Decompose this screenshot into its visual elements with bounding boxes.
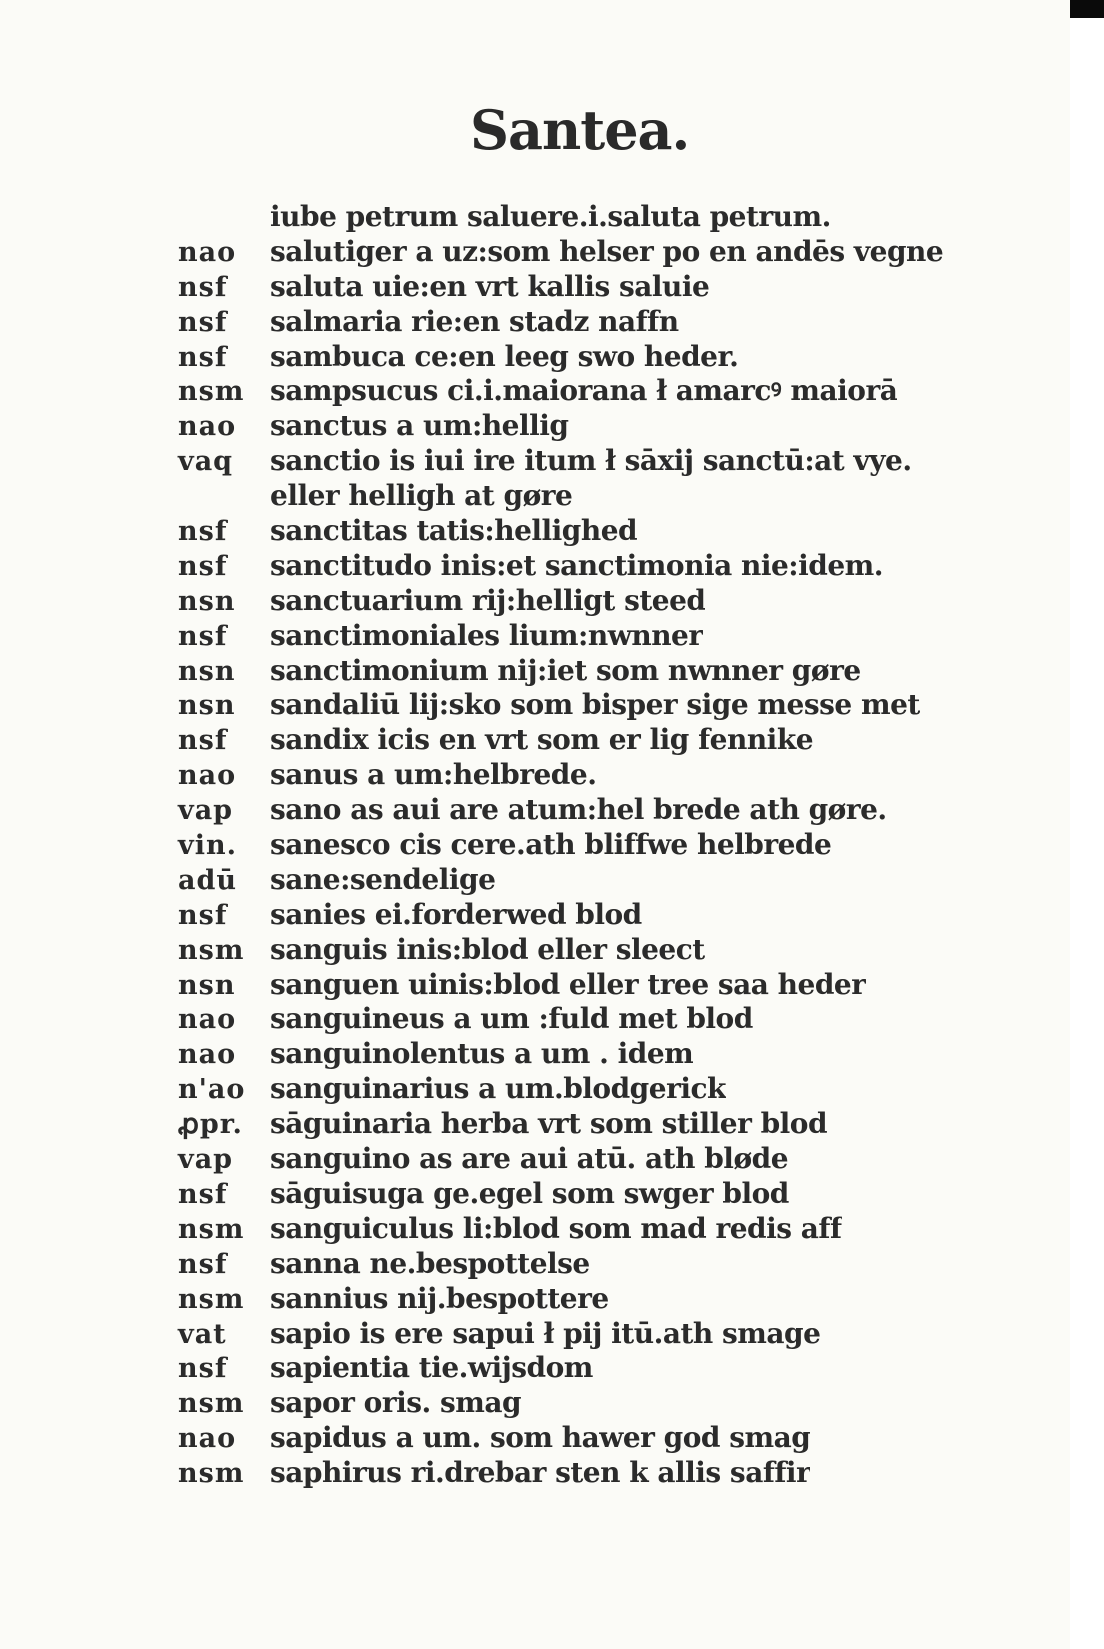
entry-text: sanguis inis:blod eller sleect xyxy=(270,932,705,966)
entry-text: sane:sendelige xyxy=(270,862,496,896)
grammar-code: nsm xyxy=(178,1458,245,1490)
entry-text: sanies ei.forderwed blod xyxy=(270,897,642,931)
grammar-code: vin. xyxy=(178,830,237,862)
dictionary-entry xyxy=(178,758,998,793)
dictionary-entry xyxy=(178,235,998,270)
dictionary-entry xyxy=(178,1177,998,1212)
grammar-code: nsf xyxy=(178,271,228,303)
dictionary-entry xyxy=(178,1351,998,1386)
entry-text: sanguineus a um :fuld met blod xyxy=(270,1002,753,1036)
entry-text: sanctus a um:hellig xyxy=(270,409,569,443)
dictionary-entry xyxy=(178,409,998,444)
entry-text: sannius nij.bespottere xyxy=(270,1281,609,1315)
entry-text: sapientia tie.wijsdom xyxy=(270,1351,593,1385)
grammar-code: nsf xyxy=(178,1353,228,1385)
entry-text: sanguiculus li:blod som mad redis aff xyxy=(270,1211,842,1245)
grammar-code: vat xyxy=(178,1318,227,1350)
dictionary-entry xyxy=(178,514,998,549)
entry-text: saluta uie:en vrt kallis saluie xyxy=(270,269,710,303)
grammar-code: nsf xyxy=(178,725,228,757)
dictionary-entry xyxy=(178,1282,998,1317)
entry-text: sanctio is iui ire itum ł sāxij sanctū:at vye. xyxy=(270,444,912,478)
entry-text: sanctimoniales lium:nwnner xyxy=(270,618,703,652)
grammar-code: nsm xyxy=(178,1213,245,1245)
scan-edge-mark xyxy=(1070,0,1104,18)
dictionary-entry xyxy=(178,1456,998,1491)
dictionary-entry xyxy=(178,1212,998,1247)
grammar-code: nsn xyxy=(178,655,236,687)
grammar-code: nsf xyxy=(178,620,228,652)
entry-text: sandix icis en vrt som er lig fennike xyxy=(270,723,814,757)
entry-text: salmaria rie:en stadz naffn xyxy=(270,304,679,338)
grammar-code: nsm xyxy=(178,376,245,408)
dictionary-entry xyxy=(178,619,998,654)
dictionary-entry xyxy=(178,1247,998,1282)
grammar-code: nsf xyxy=(178,341,228,373)
entry-text: sanna ne.bespottelse xyxy=(270,1246,590,1280)
grammar-code: nao xyxy=(178,236,237,268)
dictionary-entries xyxy=(178,200,998,1491)
grammar-code: nsn xyxy=(178,690,236,722)
dictionary-entry xyxy=(178,1386,998,1421)
grammar-code: nsn xyxy=(178,585,236,617)
entry-text: sāguisuga ge.egel som swger blod xyxy=(270,1176,789,1210)
grammar-code: nao xyxy=(178,1004,237,1036)
entry-text: sambuca ce:en leeg swo heder. xyxy=(270,339,739,373)
dictionary-entry xyxy=(178,1317,998,1352)
grammar-code: vap xyxy=(178,795,234,827)
grammar-code: nao xyxy=(178,760,237,792)
grammar-code: nsf xyxy=(178,1248,228,1280)
grammar-code: nao xyxy=(178,1039,237,1071)
dictionary-entry xyxy=(178,793,998,828)
grammar-code: nao xyxy=(178,1423,237,1455)
grammar-code: nsn xyxy=(178,969,236,1001)
dictionary-entry xyxy=(178,479,998,514)
dictionary-entry xyxy=(178,1037,998,1072)
entry-text: sandaliū lij:sko som bisper sige messe met xyxy=(270,688,920,722)
dictionary-entry xyxy=(178,1421,998,1456)
entry-text: salutiger a uz:som helser po en andēs vegne xyxy=(270,234,944,268)
entry-text: sanus a um:helbrede. xyxy=(270,758,597,792)
grammar-code: vaq xyxy=(178,446,234,478)
dictionary-entry xyxy=(178,340,998,375)
dictionary-entry xyxy=(178,723,998,758)
dictionary-entry xyxy=(178,933,998,968)
dictionary-entry xyxy=(178,270,998,305)
entry-text: sāguinaria herba vrt som stiller blod xyxy=(270,1107,828,1141)
grammar-code: nsm xyxy=(178,1283,245,1315)
dictionary-entry xyxy=(178,584,998,619)
grammar-code: vap xyxy=(178,1144,234,1176)
grammar-code: n'ao xyxy=(178,1074,246,1106)
grammar-code: nsf xyxy=(178,1178,228,1210)
entry-text: sapor oris. smag xyxy=(270,1386,522,1420)
dictionary-entry xyxy=(178,1142,998,1177)
entry-text: sampsucus ci.i.maiorana ł amarcꝰ maiorā xyxy=(270,374,898,408)
entry-text: sano as aui are atum:hel brede ath gøre. xyxy=(270,793,887,827)
entry-text: sanguinolentus a um . idem xyxy=(270,1037,694,1071)
dictionary-entry xyxy=(178,1002,998,1037)
running-head: Santea. xyxy=(470,98,690,162)
entry-text: sapidus a um. som hawer god smag xyxy=(270,1421,811,1455)
entry-text: sapio is ere sapui ł pij itū.ath smage xyxy=(270,1316,821,1350)
entry-text: sanguino as are aui atū. ath bløde xyxy=(270,1142,789,1176)
grammar-code: adū xyxy=(178,864,238,896)
grammar-code: nao xyxy=(178,411,237,443)
dictionary-entry xyxy=(178,200,998,235)
entry-text: eller helligh at gøre xyxy=(270,479,573,513)
dictionary-entry xyxy=(178,549,998,584)
entry-text: saphirus ri.drebar sten k allis saffir xyxy=(270,1456,811,1490)
entry-text: sanguinarius a um.blodgerick xyxy=(270,1072,726,1106)
dictionary-entry xyxy=(178,828,998,863)
dictionary-entry xyxy=(178,968,998,1003)
entry-text: sanguen uinis:blod eller tree saa heder xyxy=(270,967,866,1001)
grammar-code: nsm xyxy=(178,1388,245,1420)
grammar-code: nsf xyxy=(178,899,228,931)
entry-text: sanctuarium rij:helligt steed xyxy=(270,583,706,617)
entry-text: sanctitudo inis:et sanctimonia nie:idem. xyxy=(270,548,884,582)
grammar-code: ꝓpr. xyxy=(178,1109,243,1141)
dictionary-entry xyxy=(178,1107,998,1142)
entry-text: sanctitas tatis:hellighed xyxy=(270,514,638,548)
dictionary-entry xyxy=(178,1072,998,1107)
dictionary-entry xyxy=(178,374,998,409)
dictionary-entry xyxy=(178,654,998,689)
entry-text: sanesco cis cere.ath bliffwe helbrede xyxy=(270,828,832,862)
dictionary-entry xyxy=(178,898,998,933)
grammar-code: nsf xyxy=(178,306,228,338)
entry-text: iube petrum saluere.i.saluta petrum. xyxy=(270,200,831,233)
dictionary-entry xyxy=(178,688,998,723)
entry-text: sanctimonium nij:iet som nwnner gøre xyxy=(270,653,861,687)
grammar-code: nsm xyxy=(178,934,245,966)
grammar-code: nsf xyxy=(178,516,228,548)
grammar-code: nsf xyxy=(178,550,228,582)
dictionary-entry xyxy=(178,444,998,479)
dictionary-entry xyxy=(178,305,998,340)
dictionary-entry xyxy=(178,863,998,898)
